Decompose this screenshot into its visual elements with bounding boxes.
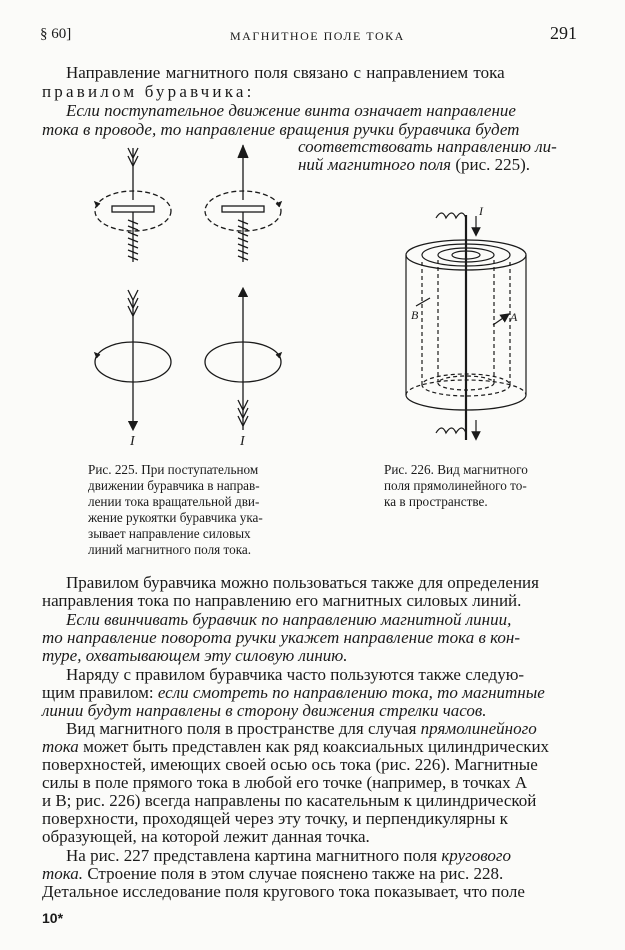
p4-line-1-plain: На рис. 227 представлена картина магнитного поля <box>66 846 438 865</box>
p3-line-7: образующей, на которой лежит данная точка. <box>42 827 370 846</box>
p3-line-2-italic: тока <box>42 737 79 756</box>
fig225-caption-6: линий магнитного поля тока. <box>88 542 252 557</box>
p4-line-2-italic: тока. <box>42 864 84 883</box>
fig225-caption-2: движении буравчика в направ- <box>88 478 260 493</box>
p4-line-1-italic: кругового <box>441 846 512 865</box>
fig225-label-right: I <box>240 434 245 449</box>
signature-mark: 10* <box>42 910 64 926</box>
p3-line-6: поверхности, проходящей через эту точку, и перпендикулярны к <box>42 809 508 828</box>
fig226-label-I: I <box>479 204 483 218</box>
p2-line-3: линии будут направлены в сторону движения стрелки часов. <box>42 701 487 720</box>
p3-line-3: поверхностей, имеющих своей осью ось тока (рис. 226). Магнитные <box>42 755 538 774</box>
p1-line-3: Если ввинчивать буравчик по направлению магнитной линии, <box>66 610 512 629</box>
page-number: 291 <box>550 23 577 43</box>
p1-line-1: Правилом буравчика можно пользоваться также для определения <box>66 573 539 592</box>
fig226-caption-1: Рис. 226. Вид магнитного <box>384 462 528 477</box>
wire-coil-top <box>436 213 466 218</box>
fig225-caption-1: Рис. 225. При поступательном <box>88 462 259 477</box>
section-number: § 60] <box>40 26 72 42</box>
p1-line-2: направления тока по направлению его магнитных силовых линий. <box>42 591 522 610</box>
fig225-caption-5: зывает направление силовых <box>88 526 251 541</box>
p1-line-5: туре, охватывающем эту силовую линию. <box>42 646 348 665</box>
p2-line-1: Наряду с правилом буравчика часто пользуются также следую- <box>66 665 525 684</box>
p4-line-3: Детальное исследование поля кругового тока показывает, что поле <box>42 882 525 901</box>
p3-line-5: и B; рис. 226) всегда направлены по касательным к цилиндрической <box>42 791 537 810</box>
p3-line-4: силы в поле прямого тока в любой его точке (например, в точках A <box>42 773 528 792</box>
tangent-arrow-B <box>416 298 430 306</box>
fig226-caption-3: ка в пространстве. <box>384 494 488 509</box>
fig226-label-B: B <box>411 308 419 322</box>
fig225-caption-3: лении тока вращательной дви- <box>88 494 260 509</box>
p2-line-2-italic: если смотреть по направлению тока, то магнитные <box>157 683 545 702</box>
rule-line-4-italic: ний магнитного поля <box>298 155 452 174</box>
intro-line-1: Направление магнитного поля связано с направлением тока <box>66 63 505 82</box>
wire-coil-bottom <box>436 428 466 433</box>
rule-line-3: соответствовать направлению ли- <box>298 137 557 156</box>
p3-line-2-plain: может быть представлен как ряд коаксиальных цилиндрических <box>83 737 550 756</box>
rule-line-1: Если поступательное движение винта означает направление <box>66 101 516 120</box>
tangent-arrow-A <box>493 316 506 325</box>
p1-line-4: то направление поворота ручки укажет направление тока в кон- <box>42 628 520 647</box>
running-title: МАГНИТНОЕ ПОЛЕ ТОКА <box>230 29 405 43</box>
p2-line-2-plain: щим правилом: <box>42 683 154 702</box>
fig225-caption-4: жение рукоятки буравчика ука- <box>88 510 263 525</box>
p3-line-1-italic: прямолинейного <box>420 719 537 738</box>
p4-line-2-plain: Строение поля в этом случае пояснено также на рис. 228. <box>87 864 504 883</box>
fig226-caption-2: поля прямолинейного то- <box>384 478 527 493</box>
fig226-label-A: A <box>510 310 518 324</box>
fig225-label-left: I <box>130 434 135 449</box>
intro-line-2: правилом буравчика: <box>42 82 255 101</box>
rule-line-4-ref: (рис. 225). <box>455 155 531 174</box>
rule-line-2: тока в проводе, то направление вращения ручки буравчика будет <box>42 120 520 139</box>
p3-line-1-plain: Вид магнитного поля в пространстве для случая <box>66 719 417 738</box>
